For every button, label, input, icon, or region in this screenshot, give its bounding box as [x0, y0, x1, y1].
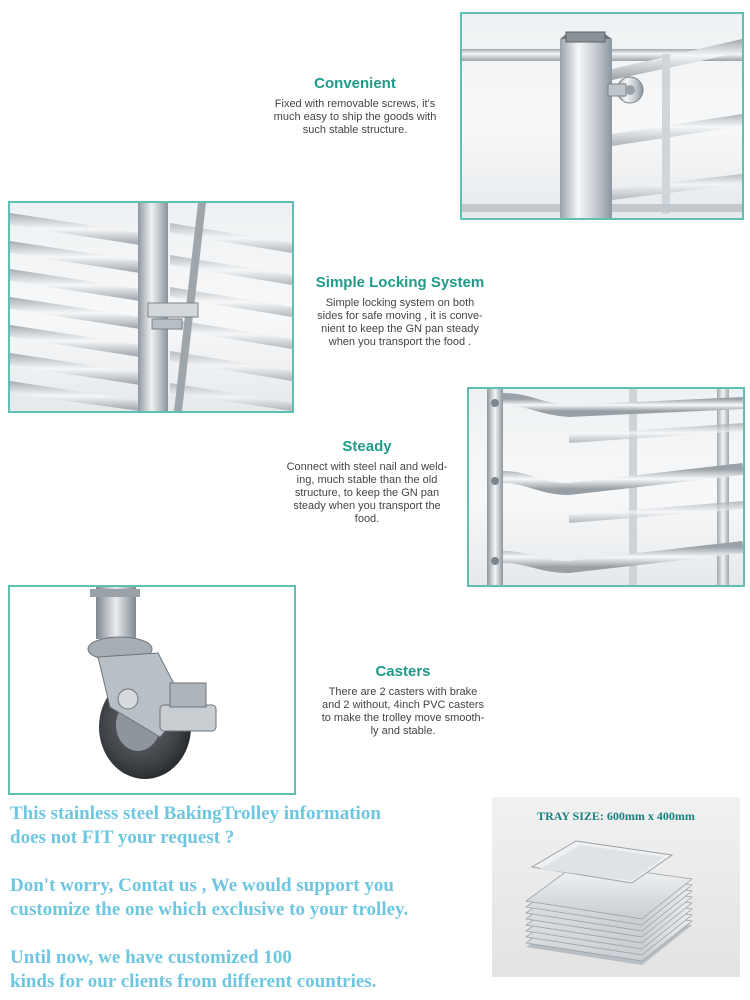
request-question-text: This stainless steel BakingTrolley information does not FIT your request ?	[10, 803, 381, 848]
caster-wheel-photo	[8, 585, 296, 795]
steady-frame-photo	[467, 387, 745, 587]
customization-history-text: Until now, we have customized 100 kinds for our clients from different countries.	[10, 947, 377, 992]
feature-steady	[262, 438, 472, 526]
feature-title: Steady	[342, 438, 392, 455]
feature-casters	[298, 663, 508, 738]
feature-title: Casters	[375, 663, 431, 680]
locking-system-photo	[8, 201, 294, 413]
bolt-frame-photo	[460, 12, 744, 220]
feature-description: Fixed with removable screws, it's much easy to ship the goods with such stable structure.	[273, 98, 437, 136]
feature-description: Connect with steel nail and weld- ing, much stable than the old structure, to keep the GN pan steady when you transport the food.	[286, 461, 448, 525]
locking-system-illustration	[10, 203, 292, 411]
feature-title: Convenient	[314, 75, 396, 92]
feature-description: Simple locking system on both sides for safe moving , it is conve- nient to keep the GN pan steady when you transport the food .	[317, 297, 483, 348]
caster-wheel-illustration	[10, 587, 294, 793]
feature-convenient	[245, 75, 465, 137]
feature-description: There are 2 casters with brake and 2 without, 4inch PVC casters to make the trolley move smooth- ly and stable.	[321, 686, 485, 737]
feature-title: Simple Locking System	[315, 274, 485, 291]
bolt-frame-illustration	[462, 14, 742, 218]
feature-locking-system	[295, 274, 505, 349]
tray-stack-illustration	[492, 797, 740, 977]
tray-size-panel	[492, 797, 740, 977]
steady-frame-illustration	[469, 389, 743, 585]
support-text: Don't worry, Contat us , We would support you customize the one which exclusive to your trolley.	[10, 875, 409, 920]
tray-size-caption: TRAY SIZE: 600mm x 400mm	[537, 809, 695, 823]
